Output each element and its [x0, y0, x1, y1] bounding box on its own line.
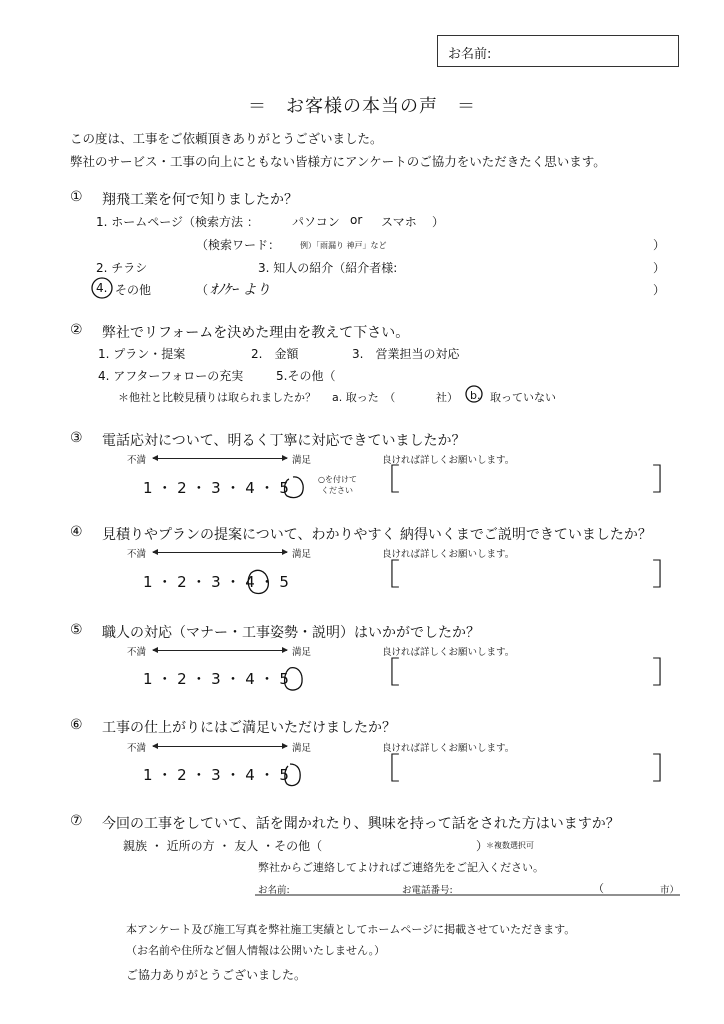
q2-option-sales[interactable]: 3. 営業担当の対応 — [352, 347, 460, 361]
q5-number: ⑤ — [70, 622, 83, 638]
q1-option-pc[interactable]: パソコン — [292, 215, 340, 229]
q2-compare-yes[interactable]: a. 取った （ — [332, 391, 396, 404]
q1-option-other-number[interactable]: 4. — [96, 281, 108, 295]
q5-comment-label: 良ければ詳しくお願いします。 — [382, 647, 515, 658]
intro-line-1: この度は、工事をご依頼頂きありがとうございました。 — [70, 131, 383, 146]
q5-comment-close: ］ — [652, 656, 682, 691]
q4-comment-label: 良ければ詳しくお願いします。 — [382, 549, 515, 560]
q7-options-close: ） — [476, 839, 489, 853]
q5-scale-arrow — [153, 650, 287, 651]
q1-option-other[interactable]: その他 — [115, 283, 152, 297]
q2-option-other[interactable]: 5.その他（ — [276, 369, 336, 383]
q1-other-handwritten-answer[interactable]: ｵﾉｹｰ より — [210, 282, 271, 298]
q1-number: ① — [70, 189, 83, 205]
q7-city-label[interactable]: 市） — [660, 885, 680, 896]
q5-comment-open[interactable]: ［ — [370, 656, 400, 691]
page-title: ＝ お客様の本当の声 ＝ — [248, 96, 476, 117]
footer-publish-notice: 本アンケート及び施工写真を弊社施工実績としてホームページに掲載させていただきます。 — [126, 923, 576, 936]
q2-compare-count-suffix: 社） — [436, 391, 458, 404]
footer-thanks: ご協力ありがとうございました。 — [126, 968, 307, 982]
q3-comment-close: ］ — [652, 463, 682, 498]
q3-scale-high-label: 満足 — [292, 455, 312, 466]
q2-compare-no-label[interactable]: b. — [470, 389, 481, 402]
q2-compare-no[interactable]: 取っていない — [490, 391, 556, 404]
q6-comment-open[interactable]: ［ — [370, 752, 400, 787]
q1-option-referral[interactable]: 3. 知人の紹介（紹介者様: — [258, 261, 398, 275]
q7-name-label[interactable]: お名前: — [258, 885, 290, 896]
q5-scale-low-label: 不満 — [127, 647, 147, 658]
q1-keyword-example: 例）「雨漏り 神戸」など — [300, 241, 387, 250]
q1-paren-close: ） — [432, 215, 445, 229]
q5-scale-high-label: 満足 — [292, 647, 312, 658]
q6-comment-label: 良ければ詳しくお願いします。 — [382, 743, 515, 754]
q4-scale-low-label: 不満 — [127, 549, 147, 560]
q2-compare-question: ＊他社と比較見積りは取られましたか？ — [118, 391, 316, 404]
q2-question: 弊社でリフォームを決めた理由を教えて下さい。 — [102, 325, 410, 341]
footer-privacy-notice: （お名前や住所など個人情報は公開いたしません。） — [126, 944, 386, 957]
q7-city-open: （ — [593, 882, 604, 895]
q1-other-close: ） — [653, 283, 666, 297]
q3-comment-open[interactable]: ［ — [370, 463, 400, 498]
q1-keyword-close: ） — [653, 238, 666, 252]
name-field[interactable] — [437, 35, 679, 67]
q6-scale-low-label: 不満 — [127, 743, 147, 754]
q4-scale-arrow — [153, 552, 287, 553]
q7-number: ⑦ — [70, 813, 83, 829]
q7-multi-select-note: ＊複数選択可 — [486, 841, 534, 850]
q3-scale-low-label: 不満 — [127, 455, 147, 466]
q6-question: 工事の仕上がりにはご満足いただけましたか？ — [102, 720, 396, 736]
q7-question: 今回の工事をしていて、話を聞かれたり、興味を持って話をされた方はいますか？ — [102, 816, 620, 832]
q2-option-plan[interactable]: 1. プラン・提案 — [98, 347, 186, 361]
q3-circle-note-2: ください — [321, 486, 353, 495]
q3-rating-scale[interactable]: 1 ・ 2 ・ 3 ・ 4 ・ 5 — [143, 479, 289, 497]
q4-comment-open[interactable]: ［ — [370, 558, 400, 593]
q4-question: 見積りやプランの提案について、わかりやすく 納得いくまでご説明できていましたか？ — [102, 527, 652, 543]
q1-option-phone[interactable]: スマホ — [381, 215, 417, 229]
q5-rating-scale[interactable]: 1 ・ 2 ・ 3 ・ 4 ・ 5 — [143, 670, 289, 688]
q6-number: ⑥ — [70, 717, 83, 733]
q2-number: ② — [70, 322, 83, 338]
q1-or: or — [350, 213, 363, 227]
name-label: お名前: — [448, 47, 492, 62]
intro-line-2: 弊社のサービス・工事の向上にともない皆様方にアンケートのご協力をいただきたく思います。 — [70, 154, 606, 169]
q4-comment-close: ］ — [652, 558, 682, 593]
q6-scale-arrow — [153, 746, 287, 747]
q3-comment-label: 良ければ詳しくお願いします。 — [382, 455, 515, 466]
q7-tel-label[interactable]: お電話番号: — [402, 885, 453, 896]
q3-scale-arrow — [153, 458, 287, 459]
q1-referral-close: ） — [653, 261, 666, 275]
q5-question: 職人の対応（マナー・工事姿勢・説明）はいかがでしたか？ — [102, 625, 480, 641]
q7-options[interactable]: 親族 ・ 近所の方 ・ 友人 ・その他（ — [123, 839, 323, 853]
q1-option-flyer[interactable]: 2. チラシ — [96, 261, 148, 275]
q4-rating-scale[interactable]: 1 ・ 2 ・ 3 ・ 4 ・ 5 — [143, 573, 289, 591]
q7-contact-request: 弊社からご連絡してよければご連絡先をご記入ください。 — [258, 861, 544, 874]
q1-keyword-label: （検索ワード： — [196, 238, 281, 252]
q6-scale-high-label: 満足 — [292, 743, 312, 754]
q6-comment-close: ］ — [652, 752, 682, 787]
q1-other-open: （ — [196, 283, 209, 297]
q2-option-aftercare[interactable]: 4. アフターフォローの充実 — [98, 369, 244, 383]
q1-question: 翔飛工業を何で知りましたか？ — [102, 192, 298, 208]
q4-scale-high-label: 満足 — [292, 549, 312, 560]
q6-rating-scale[interactable]: 1 ・ 2 ・ 3 ・ 4 ・ 5 — [143, 766, 289, 784]
q3-number: ③ — [70, 430, 83, 446]
q3-question: 電話応対について、明るく丁寧に対応できていましたか？ — [102, 433, 466, 449]
q1-option-homepage[interactable]: 1. ホームページ（検索方法 ： — [96, 215, 259, 229]
q2-option-price[interactable]: 2. 金額 — [251, 347, 299, 361]
q3-circle-note-1: ○を付けて — [318, 475, 357, 484]
q4-number: ④ — [70, 524, 83, 540]
